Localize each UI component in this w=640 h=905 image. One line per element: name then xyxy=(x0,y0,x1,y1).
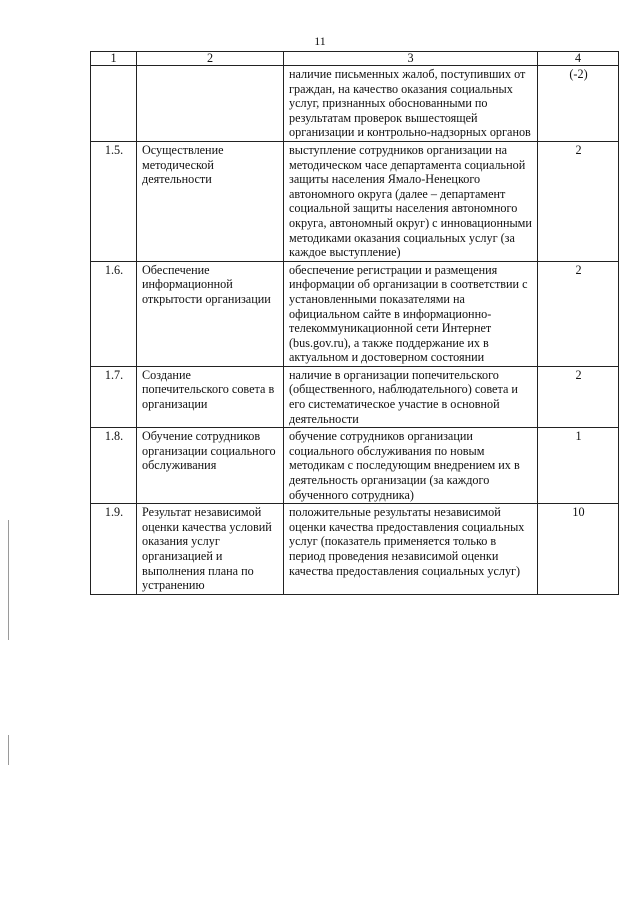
row-number: 1.8. xyxy=(91,428,137,504)
criterion-description: обеспечение регистрации и размещения информации об организации в соответствии с установленными показателями на официальном сайте в информационно-телекоммуникационной сети Интернет (bus.gov.ru), а также поддержание их в актуальном и достоверном состоянии xyxy=(284,261,538,366)
table-header-row xyxy=(91,52,619,66)
criterion-description: наличие письменных жалоб, поступивших от граждан, на качество оказания социальных услуг, признанных обоснованными по результатам проверок вышестоящей организации и контрольно-надзорных органов xyxy=(284,66,538,142)
criterion-points: 1 xyxy=(538,428,619,504)
criterion-points: 2 xyxy=(538,141,619,261)
criterion-points: 10 xyxy=(538,504,619,595)
criterion-description: положительные результаты независимой оценки качества предоставления социальных услуг (показатель применяется только в период проведения независимой оценки качества предоставления социальных услуг) xyxy=(284,504,538,595)
scan-margin-line xyxy=(8,735,9,765)
column-header: 1 xyxy=(91,52,137,66)
row-number: 1.5. xyxy=(91,141,137,261)
criterion-title: Осуществление методической деятельности xyxy=(137,141,284,261)
table-row xyxy=(91,141,619,261)
column-header: 2 xyxy=(137,52,284,66)
criterion-points: 2 xyxy=(538,261,619,366)
table-row xyxy=(91,66,619,142)
table-row xyxy=(91,261,619,366)
criterion-title: Создание попечительского совета в организации xyxy=(137,366,284,427)
criterion-description: выступление сотрудников организации на методическом часе департамента социальной защиты населения Ямало-Ненецкого автономного округа (далее – департамент социальной защиты населения автономного округа, автономный округ) с инновационными методиками оказания социальных услуг (за каждое выступление) xyxy=(284,141,538,261)
table-row xyxy=(91,504,619,595)
table-row xyxy=(91,428,619,504)
criterion-points: 2 xyxy=(538,366,619,427)
column-header: 3 xyxy=(284,52,538,66)
page-number: 11 xyxy=(314,34,326,48)
row-number: 1.6. xyxy=(91,261,137,366)
criterion-title xyxy=(137,66,284,142)
criterion-points: (-2) xyxy=(538,66,619,142)
criterion-description: обучение сотрудников организации социального обслуживания по новым методикам с последующим внедрением их в деятельность организации (за каждого обученного сотрудника) xyxy=(284,428,538,504)
criterion-title: Обучение сотрудников организации социального обслуживания xyxy=(137,428,284,504)
table-row xyxy=(91,366,619,427)
row-number xyxy=(91,66,137,142)
row-number: 1.7. xyxy=(91,366,137,427)
row-number: 1.9. xyxy=(91,504,137,595)
criterion-title: Результат независимой оценки качества условий оказания услуг организацией и выполнения плана по устранению xyxy=(137,504,284,595)
criterion-description: наличие в организации попечительского (общественного, наблюдательного) совета и его систематическое участие в основной деятельности xyxy=(284,366,538,427)
scan-margin-line xyxy=(8,520,9,640)
column-header: 4 xyxy=(538,52,619,66)
criterion-title: Обеспечение информационной открытости организации xyxy=(137,261,284,366)
criteria-table xyxy=(90,51,619,595)
